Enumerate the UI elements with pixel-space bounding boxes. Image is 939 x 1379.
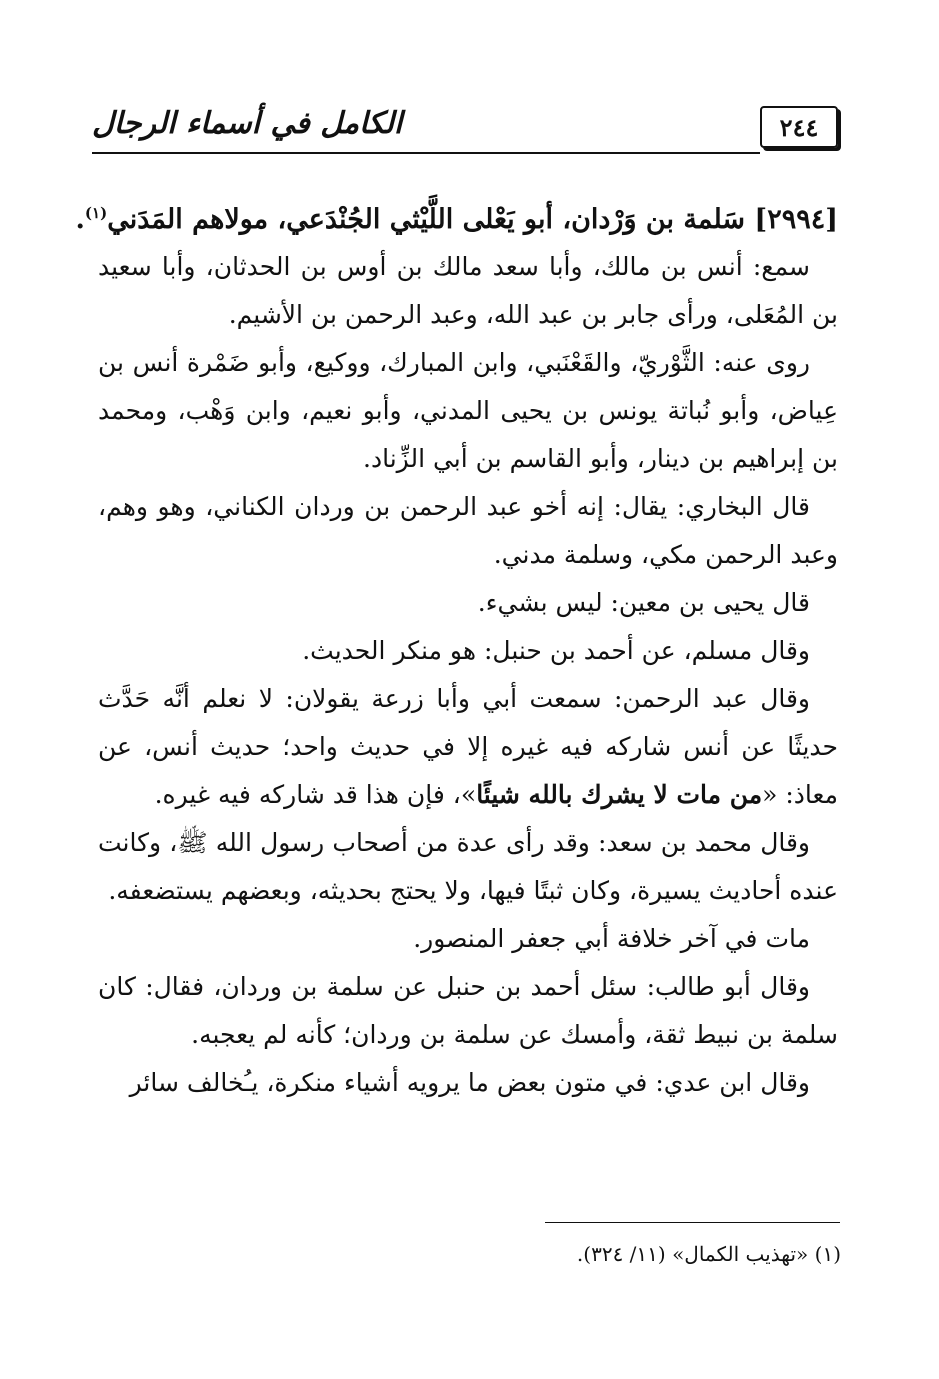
body-text (75, 190, 838, 1107)
footnote-rule (545, 1222, 840, 1223)
running-title: الكامل في أسماء الرجال (92, 106, 403, 141)
paragraph-narrators: روى عنه: الثَّوْريّ، والقَعْنَبي، وابن المبارك، ووكيع، وأبو ضَمْرة أنس بن عِياض، وأبو نُباتة يونس بن يحيى المدني، وأبو نعيم، وابن وَهْب، ومحمد بن إبراهيم بن دينار، وأبو القاسم بن أبي الزِّناد. (98, 348, 838, 473)
paragraph-ibn-maeen: قال يحيى بن معين: ليس بشيء. (477, 588, 810, 617)
paragraph-heard: سمع: أنس بن مالك، وأبا سعد مالك بن أوس بن الحدثان، وأبا سعيد بن المُعَلى، ورأى جابر بن عبد الله، وعبد الرحمن بن الأشيم. (98, 252, 838, 329)
footnote: (١) «تهذيب الكمال» (١١/ ٣٢٤). (576, 1242, 841, 1266)
paragraph-abu-talib: وقال أبو طالب: سئل أحمد بن حنبل عن سلمة بن وردان، فقال: كان سلمة بن نبيط ثقة، وأمسك عن سلمة بن وردان؛ كأنه لم يعجبه. (98, 972, 838, 1049)
abd-alrahman-text-2: »، فإن هذا قد شاركه فيه غيره. (154, 780, 477, 809)
abd-alrahman-text-1: وقال عبد الرحمن: سمعت أبي وأبا زرعة يقولان: لا نعلم أنَّه حَدَّث حديثًا عن أنس شاركه فيه غيره إلا في حديث واحد؛ حديث أنس، عن معاذ: « (98, 684, 838, 809)
footnote-marker: (١) (84, 204, 108, 222)
paragraph-death: مات في آخر خلافة أبي جعفر المنصور. (413, 924, 810, 953)
page-header (92, 106, 838, 158)
paragraph-ibn-adi: وقال ابن عدي: في متون بعض ما يرويه أشياء منكرة، يـُخالف سائر (129, 1068, 810, 1097)
entry-title-text: [٢٩٩٤] سَلمة بن وَرْدان، أبو يَعْلى اللَّيْثي الجُنْدَعي، مولاهم المَدَني (107, 204, 838, 235)
page-number: ٢٤٤ (760, 106, 838, 148)
paragraph-bukhari: قال البخاري: يقال: إنه أخو عبد الرحمن بن وردان الكناني، وهو وهم، وعبد الرحمن مكي، وسلمة مدني. (98, 492, 838, 569)
paragraph-muslim: وقال مسلم، عن أحمد بن حنبل: هو منكر الحديث. (302, 636, 810, 665)
hadith-quote: من مات لا يشرك بالله شيئًا (476, 780, 763, 809)
paragraph-ibn-saad: وقال محمد بن سعد: وقد رأى عدة من أصحاب رسول الله ﷺ، وكانت عنده أحاديث يسيرة، وكان ثبتًا فيها، ولا يحتج بحديثه، وبعضهم يستضعفه. (98, 828, 838, 905)
entry-title: [٢٩٩٤] سَلمة بن وَرْدان، أبو يَعْلى اللَّيْثي الجُنْدَعي، مولاهم المَدَني$^{(١)}$. (75, 204, 838, 235)
paragraph-abd-alrahman (98, 675, 838, 819)
header-rule (92, 152, 760, 154)
